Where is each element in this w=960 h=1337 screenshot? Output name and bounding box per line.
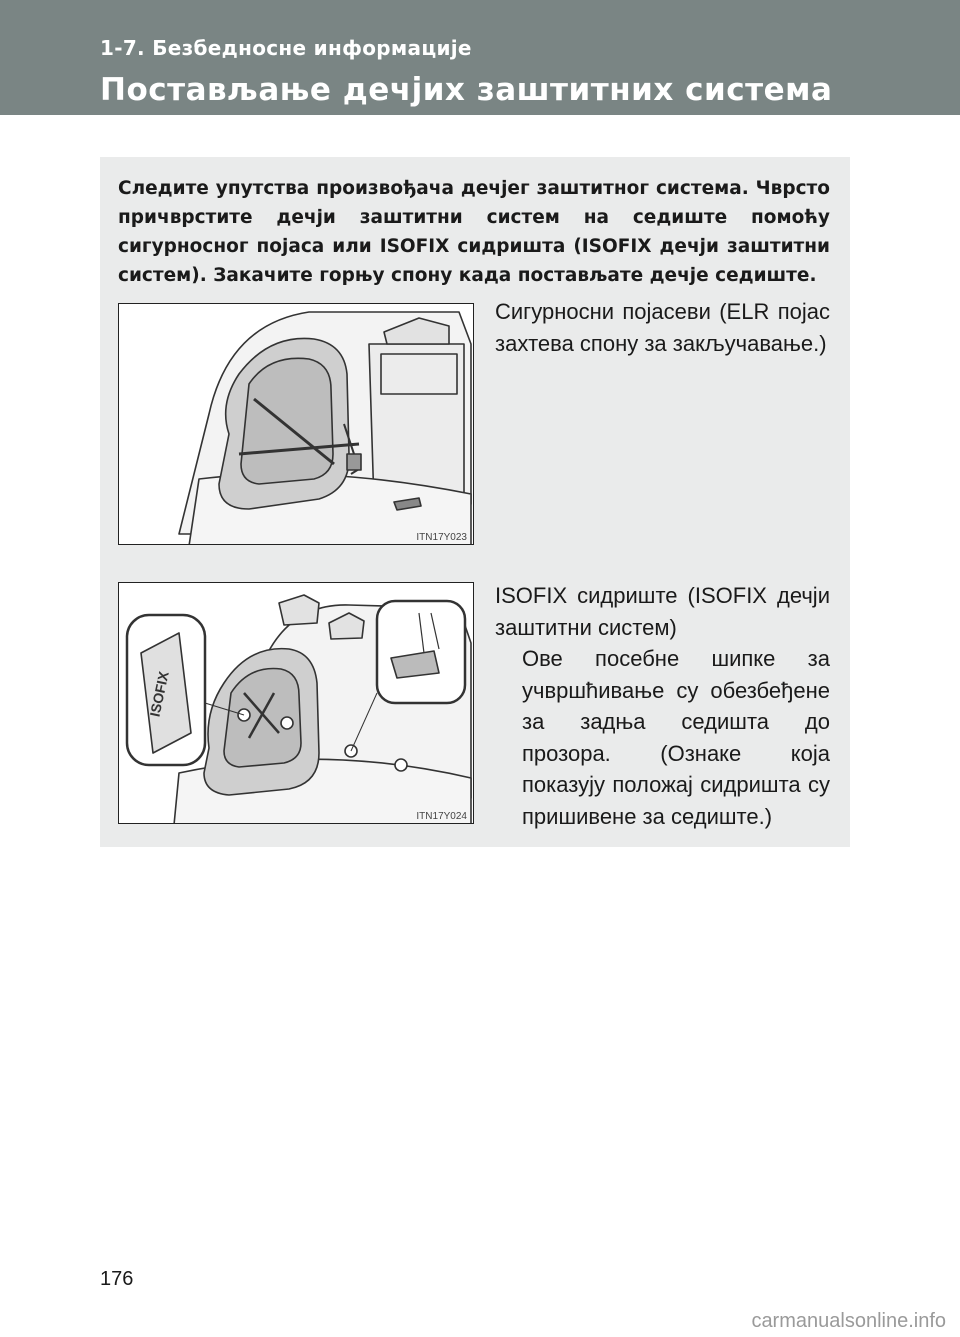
section-label: 1-7. Безбедносне информације xyxy=(100,36,472,60)
watermark: carmanualsonline.info xyxy=(751,1310,946,1332)
figure-code: ITN17Y023 xyxy=(416,532,467,543)
isofix-tag-label: ISOFIX xyxy=(146,669,172,719)
page-number: 176 xyxy=(100,1268,134,1290)
isofix-detail: Ове посебне шипке за учвршћивање су обезбеђене за задња седишта до прозора. (Ознаке која показују положај сидришта су пришивене за седиште.) xyxy=(522,646,830,829)
child-seat-illustration xyxy=(119,304,474,545)
page-title: Постављање дечјих заштитних система xyxy=(100,72,833,108)
seatbelt-child-seat-figure xyxy=(118,303,474,545)
isofix-illustration xyxy=(119,583,474,824)
figure-code: ITN17Y024 xyxy=(416,811,467,822)
isofix-child-seat-figure xyxy=(118,582,474,824)
isofix-description: ISOFIX сидриште (ISOFIX дечји заштитни систем) xyxy=(495,583,830,640)
header-bar xyxy=(0,0,960,115)
intro-paragraph: Следите упутства произвођача дечјег заштитног система. Чврсто причврстите дечји заштитни систем на седиште помоћу сигурносног појаса или ISOFIX сидришта (ISOFIX дечји заштитни систем). Закачите горњу спону када постављате дечје седиште. xyxy=(118,178,830,286)
seatbelt-description: Сигурносни појасеви (ELR појас захтева спону за закључавање.) xyxy=(495,299,830,356)
